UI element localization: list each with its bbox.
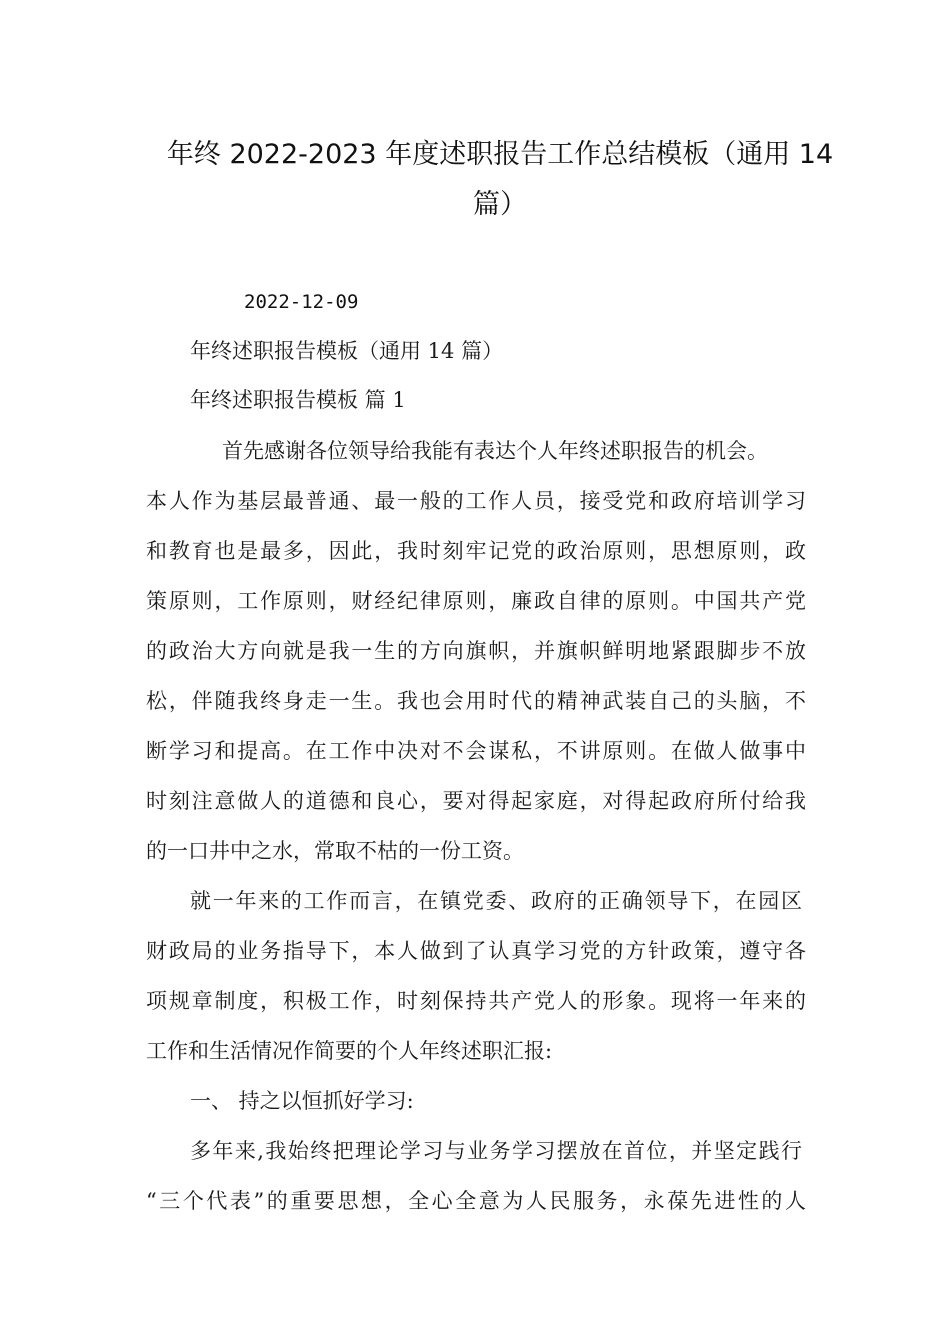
paragraph-line: 和教育也是最多，因此，我时刻牢记党的政治原则，思想原则，政 bbox=[146, 539, 806, 563]
paragraph-line: 财政局的业务指导下，本人做到了认真学习党的方针政策，遵守各 bbox=[146, 939, 806, 963]
paragraph-line: 的政治大方向就是我一生的方向旗帜，并旗帜鲜明地紧跟脚步不放 bbox=[146, 639, 806, 663]
paragraph-line: 就一年来的工作而言，在镇党委、政府的正确领导下，在园区 bbox=[190, 889, 802, 913]
document-title: 年终 2022-2023 年度述职报告工作总结模板（通用 14 篇） bbox=[166, 139, 834, 220]
paragraph-line: 的一口井中之水，常取不枯的一份工资。 bbox=[146, 839, 524, 863]
paragraph-line: 项规章制度，积极工作，时刻保持共产党人的形象。现将一年来的 bbox=[146, 989, 806, 1013]
paragraph-line: 时刻注意做人的道德和良心，要对得起家庭，对得起政府所付给我 bbox=[146, 789, 806, 813]
paragraph-line: “三个代表”的重要思想，全心全意为人民服务，永葆先进性的人 bbox=[146, 1189, 806, 1213]
paragraph-line: 工作和生活情况作简要的个人年终述职汇报: bbox=[146, 1039, 553, 1063]
paragraph-line: 断学习和提高。在工作中决对不会谋私，不讲原则。在做人做事中 bbox=[146, 739, 806, 763]
document-date: 2022-12-09 bbox=[244, 291, 359, 313]
paragraph-line: 首先感谢各位领导给我能有表达个人年终述职报告的机会。 bbox=[222, 439, 768, 463]
paragraph-line: 多年来,我始终把理论学习与业务学习摆放在首位，并坚定践行 bbox=[190, 1139, 802, 1163]
paragraph-line: 松，伴随我终身走一生。我也会用时代的精神武装自己的头脑，不 bbox=[146, 689, 806, 713]
section-subheading: 一、 持之以恒抓好学习: bbox=[190, 1089, 414, 1113]
section-heading: 年终述职报告模板 篇 1 bbox=[190, 388, 406, 412]
document-subtitle: 年终述职报告模板（通用 14 篇） bbox=[190, 339, 504, 363]
paragraph-line: 本人作为基层最普通、最一般的工作人员，接受党和政府培训学习 bbox=[146, 489, 806, 513]
paragraph-line: 策原则，工作原则，财经纪律原则，廉政自律的原则。中国共产党 bbox=[146, 589, 806, 613]
